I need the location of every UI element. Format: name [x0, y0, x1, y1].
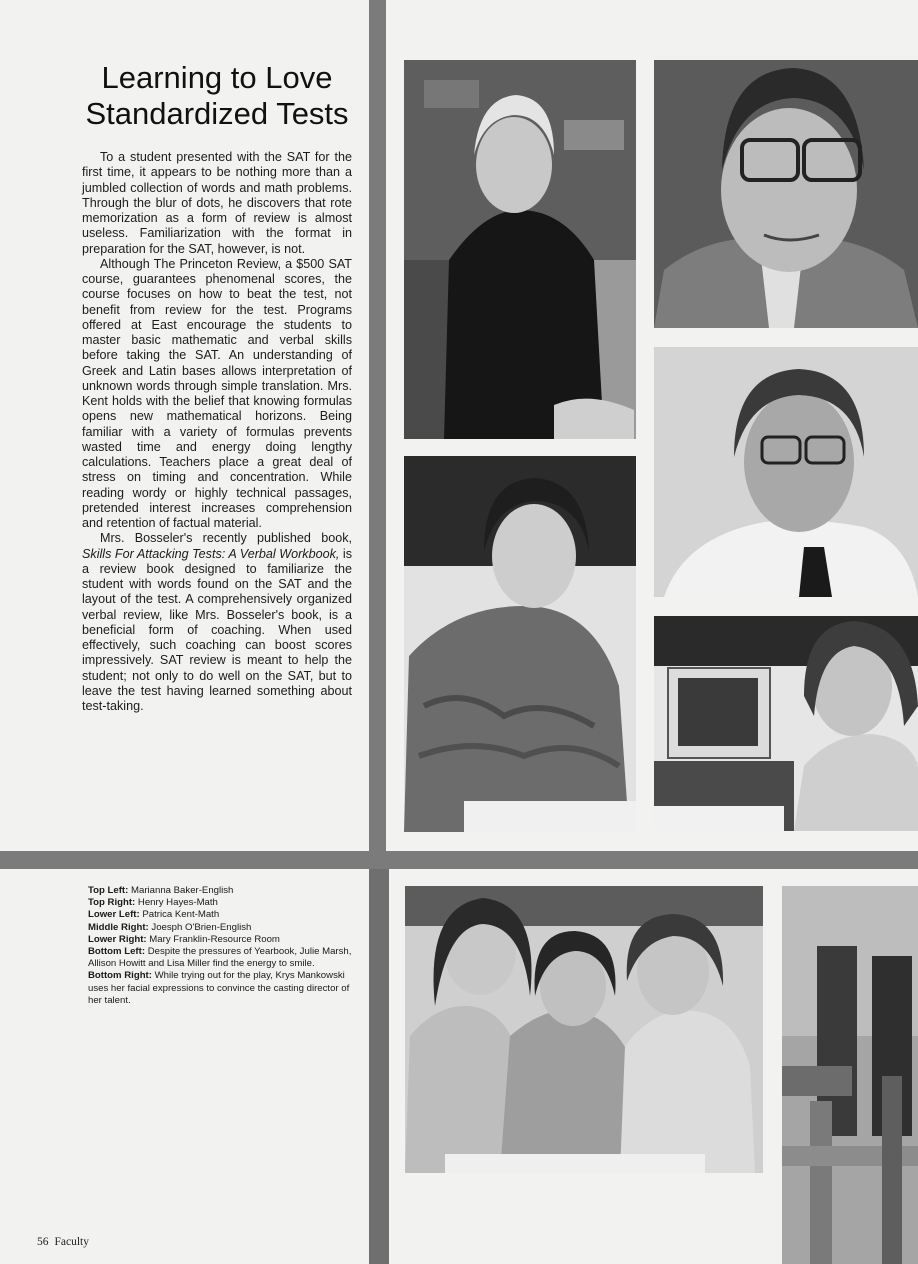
page-number: 56	[37, 1236, 49, 1248]
caption-text: Mary Franklin-Resource Room	[149, 933, 280, 945]
caption-item	[88, 909, 358, 921]
caption-item	[88, 946, 358, 970]
caption-label: Bottom Right:	[88, 970, 152, 982]
caption-text: While trying out for the play, Krys Mankowski uses her facial expressions to convince the casting director of her talent.	[88, 970, 350, 1006]
article-body	[82, 150, 352, 714]
article-paragraph-2: Although The Princeton Review, a $500 SAT course, guarantees phenomenal scores, the course focuses on how to beat the test, not benefit from review for the test. Programs offered at East encourage the students to master basic mathematic and verbal skills before taking the SAT. An understanding of Greek and Latin bases allows interpretation of unknown words through simple translation. Mrs. Kent holds with the belief that knowing formulas opens new mathematical horizons. Being familiar with a variety of formulas prevents wasted time and energy doing lengthy calculations. Teachers place a great deal of stress on timing and concentration. While reading wordy or highly technical passages, pretended interest increases comprehension and retention of factual material.	[82, 256, 352, 530]
caption-item	[88, 885, 358, 897]
caption-item	[88, 934, 358, 946]
caption-label: Middle Right:	[88, 921, 149, 933]
caption-label: Top Left:	[88, 885, 129, 896]
caption-text: Despite the pressures of Yearbook, Julie Marsh, Allison Howitt and Lisa Miller find the energy to smile.	[88, 946, 352, 970]
title-line-2: Standardized Tests	[85, 96, 349, 131]
book-title: Skills For Attacking Tests: A Verbal Workbook,	[82, 546, 340, 561]
article-paragraph-1: To a student presented with the SAT for the first time, it appears to be nothing more than a jumbled collection of words and math problems. Through the blur of dots, he discovers that rote memorization as a form of review is almost useless. Familiarization with the format in preparation for the SAT, however, is not.	[82, 150, 352, 256]
photo-captions	[88, 885, 358, 1007]
article-title	[78, 60, 356, 132]
caption-text: Joesph O'Brien-English	[151, 921, 252, 933]
lower-vertical-gutter-bar	[369, 869, 389, 1264]
photo-lower-right	[654, 616, 918, 831]
photo-lower-left	[404, 456, 636, 832]
photo-bottom-right	[782, 886, 918, 1264]
caption-label: Bottom Left:	[88, 946, 146, 958]
caption-item	[88, 970, 358, 1007]
photo-middle-right	[654, 347, 918, 597]
horizontal-gutter-bar	[0, 851, 918, 869]
photo-top-left	[404, 60, 636, 439]
caption-item	[88, 897, 358, 909]
paragraph-3-lead: Mrs. Bosseler's recently published book,	[100, 531, 352, 546]
caption-text: Patrica Kent-Math	[142, 909, 220, 921]
article-paragraph-3	[82, 531, 352, 714]
section-name: Faculty	[54, 1236, 89, 1248]
caption-label: Lower Right:	[88, 933, 147, 945]
page-folio	[37, 1236, 95, 1248]
paragraph-3-rest: is a review book designed to familiarize the student with words found on the SAT and the layout of the test. A comprehensively organized verbal review, like Mrs. Bosseler's book, is a beneficial form of coaching. When used effectively, such coaching can boost scores impressively. SAT review is meant to help the student; not only to do well on the SAT, but to leave the test having learned something about test-taking.	[82, 546, 353, 713]
title-line-1: Learning to Love	[101, 60, 333, 95]
caption-label: Top Right:	[88, 897, 136, 909]
photo-bottom-left	[405, 886, 763, 1173]
caption-text: Marianna Baker-English	[131, 885, 234, 896]
caption-label: Lower Left:	[88, 909, 140, 921]
caption-item	[88, 922, 358, 934]
photo-top-right	[654, 60, 918, 328]
caption-text: Henry Hayes-Math	[137, 897, 218, 909]
